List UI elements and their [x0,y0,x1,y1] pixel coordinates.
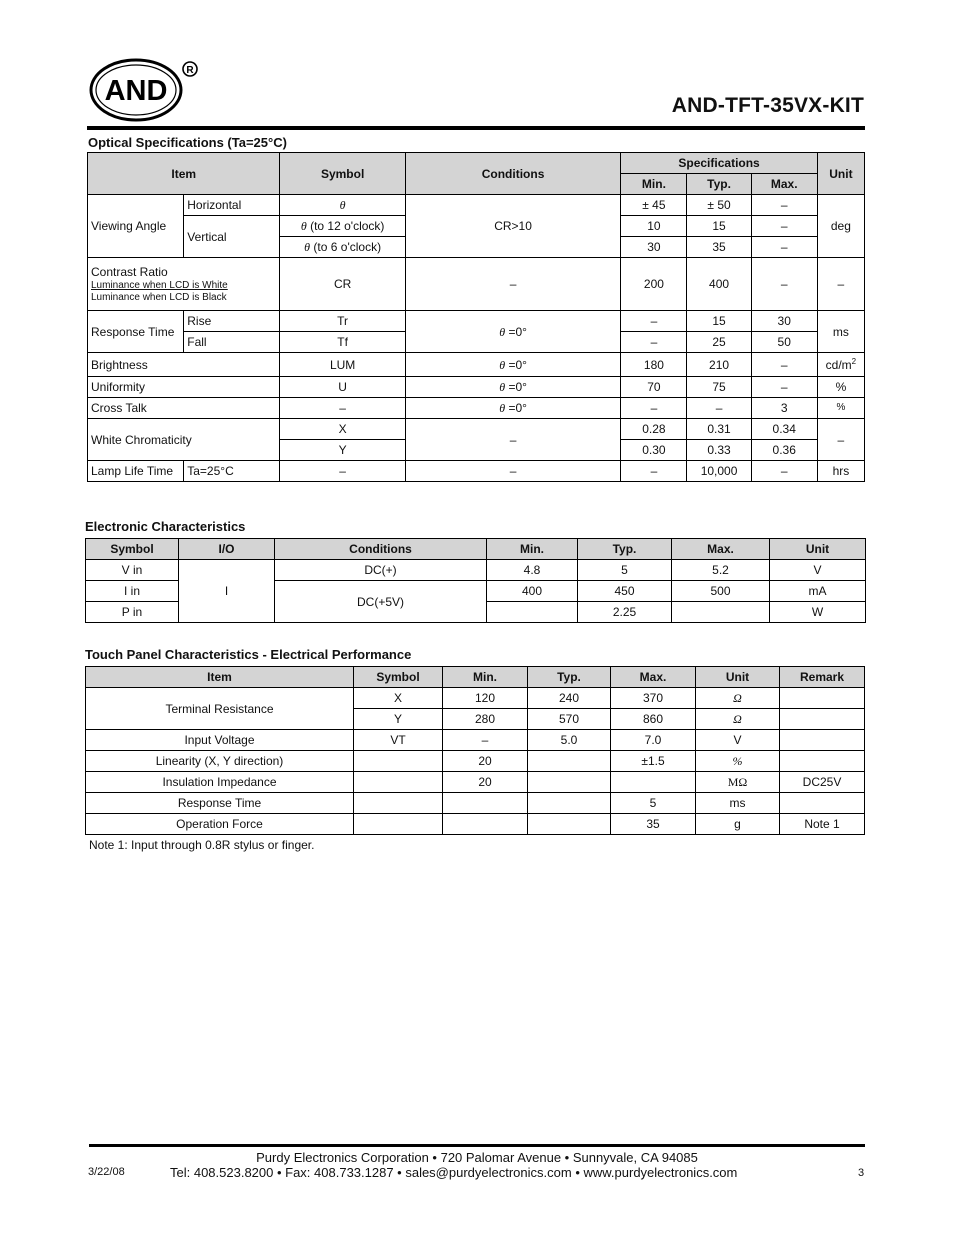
table-row [88,258,865,311]
cell-value: 120 [443,688,528,709]
cell-value [487,602,578,623]
cell-value: mA [770,581,866,602]
cell-value: U [280,377,405,398]
company-logo [88,56,200,126]
cell-value: V in [86,560,179,581]
cell-value: I in [86,581,179,602]
uniformity-label: Uniformity [88,377,280,398]
response-label: Response Time [88,311,184,353]
cell-value: 0.31 [687,419,751,440]
cell-value: Tr [280,311,405,332]
contrast-cell [88,258,280,311]
header-cell: Unit [770,539,866,560]
cell-value: 0.28 [621,419,687,440]
brightness-condition [405,353,621,377]
cell-value: 5.0 [528,730,611,751]
cell-value: 570 [528,709,611,730]
header-unit: Unit [817,153,864,195]
footer-rule [89,1144,865,1147]
io-cell: I [179,560,275,623]
table-row [86,730,865,751]
viewing-angle-unit: deg [817,195,864,258]
cell-value [611,772,696,793]
cell-value: 0.36 [751,440,817,461]
response-condition [405,311,621,353]
cell-value [443,793,528,814]
optical-section-title: Optical Specifications (Ta=25°C) [88,135,287,150]
cell-value: 500 [672,581,770,602]
symbol-theta-12 [280,216,405,237]
table-row [88,377,865,398]
header-cell: Unit [696,667,780,688]
cell-value: 10 [621,216,687,237]
condition-text: =0° [508,324,527,339]
table-row [88,195,865,216]
table-row [86,814,865,835]
fall-label: Fall [184,332,280,353]
cell-value: W [770,602,866,623]
cell-value: 210 [687,353,751,377]
cell-value: 35 [611,814,696,835]
cell-value: VT [354,730,443,751]
unit-superscript: 2 [851,356,857,366]
cell-value: 450 [578,581,672,602]
cell-value: 3 [751,398,817,419]
cell-value: 0.33 [687,440,751,461]
touch-note: Note 1: Input through 0.8R stylus or finger. [89,838,315,852]
vertical-label: Vertical [184,216,280,258]
lamp-sub: Ta=25°C [184,461,280,482]
table-row [86,793,865,814]
header-symbol: Symbol [280,153,405,195]
cell-value [528,814,611,835]
table-row [86,560,866,581]
cell-value: 20 [443,751,528,772]
cell-value: 7.0 [611,730,696,751]
cell-value: – [405,258,621,311]
header-cell: Max. [672,539,770,560]
cell-value: 30 [751,311,817,332]
table-row [88,461,865,482]
chromaticity-label: White Chromaticity [88,419,280,461]
cell-value: Operation Force [86,814,354,835]
contrast-sub-white: Luminance when LCD is White [91,279,228,291]
symbol-theta: θ [280,195,405,216]
header-cell: Symbol [354,667,443,688]
cell-value: 0.34 [751,419,817,440]
cell-value: – [751,195,817,216]
unit-text: cd/m [825,357,852,372]
cell-value: Y [354,709,443,730]
theta-glyph: θ [499,357,506,372]
cell-value: 860 [611,709,696,730]
cell-value: X [280,419,405,440]
logo-text: AND [104,75,168,107]
document-title: AND-TFT-35VX-KIT [671,94,864,117]
symbol-text: (to 6 o'clock) [313,240,382,254]
uniformity-condition [405,377,621,398]
cell-value: – [751,353,817,377]
cell-value: X [354,688,443,709]
cell-value: LUM [280,353,405,377]
footer-date: 3/22/08 [88,1166,125,1178]
table-header-row [86,667,865,688]
brightness-label: Brightness [88,353,280,377]
cell-value [672,602,770,623]
cell-value: hrs [817,461,864,482]
cell-value: Input Voltage [86,730,354,751]
cell-value: – [751,461,817,482]
header-min: Min. [621,174,687,195]
cell-value: 400 [687,258,751,311]
viewing-angle-condition: CR>10 [405,195,621,258]
touch-panel-table [85,666,865,835]
cell-value: 180 [621,353,687,377]
cell-value: P in [86,602,179,623]
cell-value: 5 [578,560,672,581]
touch-section-title: Touch Panel Characteristics - Electrical Performance [85,647,412,662]
cell-value: Linearity (X, Y direction) [86,751,354,772]
cell-value: – [443,730,528,751]
footer-address: Purdy Electronics Corporation • 720 Palomar Avenue • Sunnyvale, CA 94085 [256,1150,698,1165]
cell-value: 25 [687,332,751,353]
cell-value: 30 [621,237,687,258]
cell-value: DC(+) [275,560,487,581]
header-cell: Item [86,667,354,688]
cell-value: ±1.5 [611,751,696,772]
cell-value: MΩ [696,772,780,793]
cell-value: – [751,216,817,237]
header-item: Item [88,153,280,195]
table-header-row [88,153,865,174]
condition-text: =0° [508,380,527,394]
crosstalk-condition [405,398,621,419]
cell-value: 4.8 [487,560,578,581]
terminal-resistance-label: Terminal Resistance [86,688,354,730]
cell-value: – [280,398,405,419]
brightness-unit [817,353,864,377]
header-cell: Typ. [578,539,672,560]
rise-label: Rise [184,311,280,332]
header-cell: Max. [611,667,696,688]
cell-value: 15 [687,216,751,237]
optical-spec-table [87,152,865,482]
cell-value: 20 [443,772,528,793]
header-cell: Min. [443,667,528,688]
header-specifications: Specifications [621,153,817,174]
cell-value: Y [280,440,405,461]
header-cell: I/O [179,539,275,560]
cell-value: 200 [621,258,687,311]
cell-value: V [770,560,866,581]
theta-glyph: θ [304,240,311,254]
contrast-label: Contrast Ratio [91,264,168,279]
cell-value [528,793,611,814]
cell-value: 10,000 [687,461,751,482]
cell-value: DC25V [780,772,865,793]
cell-value: 50 [751,332,817,353]
cell-value: ± 50 [687,195,751,216]
horizontal-label: Horizontal [184,195,280,216]
cell-value [354,751,443,772]
cell-value: 15 [687,311,751,332]
cell-value [780,793,865,814]
cell-value: – [405,461,621,482]
cell-value [354,772,443,793]
page-number: 3 [858,1167,865,1179]
cell-value: – [621,398,687,419]
cell-value: 400 [487,581,578,602]
cell-value [354,793,443,814]
cell-value [528,751,611,772]
logo-oval-icon [88,56,200,126]
cell-value [780,709,865,730]
viewing-angle-label: Viewing Angle [88,195,184,258]
cell-value: 280 [443,709,528,730]
cell-value: – [621,461,687,482]
symbol-theta-6 [280,237,405,258]
cell-value: 240 [528,688,611,709]
cell-value: % [817,398,864,419]
cell-value: – [751,377,817,398]
lamp-label: Lamp Life Time [88,461,184,482]
theta-glyph: θ [499,380,506,394]
cell-value [528,772,611,793]
cell-value [780,751,865,772]
cell-value: Note 1 [780,814,865,835]
contrast-sub-black: Luminance when LCD is Black [91,291,227,303]
chromaticity-unit: – [817,419,864,461]
table-row [86,688,865,709]
table-row [86,772,865,793]
chromaticity-condition: – [405,419,621,461]
theta-glyph: θ [499,324,506,339]
cell-value: ± 45 [621,195,687,216]
cell-value [780,688,865,709]
header-typ: Typ. [687,174,751,195]
cell-value: DC(+5V) [275,581,487,623]
cell-value: Ω [696,688,780,709]
response-unit: ms [817,311,864,353]
header-conditions: Conditions [405,153,621,195]
header-cell: Typ. [528,667,611,688]
table-row [88,419,865,440]
header-max: Max. [751,174,817,195]
cell-value: Tf [280,332,405,353]
cell-value: – [280,461,405,482]
cell-value: 75 [687,377,751,398]
electronic-section-title: Electronic Characteristics [85,519,246,534]
cell-value: – [817,258,864,311]
header-cell: Min. [487,539,578,560]
theta-glyph: θ [300,219,307,233]
cell-value: – [751,237,817,258]
cell-value: – [751,258,817,311]
table-row [86,751,865,772]
cell-value: 5.2 [672,560,770,581]
cell-value: – [621,332,687,353]
theta-glyph: θ [499,401,506,415]
electronic-table [85,538,866,623]
header-rule [87,126,865,130]
registered-mark: R [186,65,194,76]
cell-value: ms [696,793,780,814]
cell-value: 0.30 [621,440,687,461]
crosstalk-label: Cross Talk [88,398,280,419]
cell-value: g [696,814,780,835]
symbol-text: (to 12 o'clock) [310,219,385,233]
cell-value: 5 [611,793,696,814]
cell-value: 370 [611,688,696,709]
cell-value: % [696,751,780,772]
table-row [88,311,865,332]
cell-value: Ω [696,709,780,730]
cell-value [780,730,865,751]
header-cell: Remark [780,667,865,688]
cell-value: V [696,730,780,751]
condition-text: =0° [508,401,527,415]
cell-value: % [817,377,864,398]
cell-value: 70 [621,377,687,398]
cell-value: 2.25 [578,602,672,623]
header-cell: Symbol [86,539,179,560]
cell-value: CR [280,258,405,311]
table-row [88,398,865,419]
cell-value: Insulation Impedance [86,772,354,793]
cell-value: 35 [687,237,751,258]
cell-value: – [687,398,751,419]
table-header-row [86,539,866,560]
footer-contact: Tel: 408.523.8200 • Fax: 408.733.1287 • sales@purdyelectronics.com • www.purdyelectronics.com [170,1165,738,1180]
header-cell: Conditions [275,539,487,560]
cell-value: – [621,311,687,332]
cell-value [354,814,443,835]
cell-value: Response Time [86,793,354,814]
table-row [88,353,865,377]
condition-text: =0° [508,357,527,372]
cell-value [443,814,528,835]
